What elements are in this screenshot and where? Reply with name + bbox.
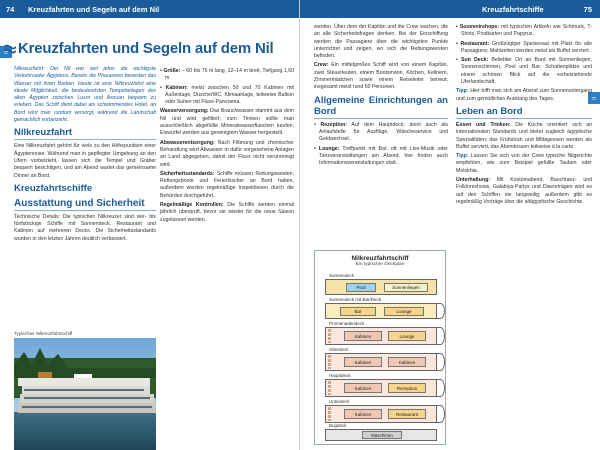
deck-bug: Bugdeck Maschinen <box>325 429 437 441</box>
deck-sonnendeck: Sonnendeck Pool Sonnenliegen <box>325 279 437 295</box>
running-header: Kreuzfahrten und Segeln auf dem Nil <box>28 4 160 14</box>
running-header: Kreuzfahrtschiffe <box>481 4 544 14</box>
deck-plan-subtitle: Ein typischer Deckplan <box>355 262 405 267</box>
facility-item: • Souvenirshops: mit typischen Artikeln wie Schmuck, T-Shirts, Postkarten und Papyrus. <box>456 24 592 39</box>
wave-icon: ≈ <box>588 92 600 104</box>
page-header-bar <box>300 0 600 18</box>
spec-item: Regelmäßige Kontrollen: Die Schiffe werden einmal jährlich überprüft, bevor sie wieder für die neue Saison zugelassen werden. <box>160 202 294 223</box>
page-header-bar <box>0 0 299 18</box>
tip-paragraph: Tipp: Hier trifft man sich am Abend zum Sonnenuntergang und zum gemütlichen Ausklang des Tages. <box>456 88 592 102</box>
deck-hauptdeck: Hauptdeck Kabinen Rezeption <box>325 379 437 397</box>
deck-plan-diagram <box>314 250 446 445</box>
section-heading: Kreuzfahrtschiffe <box>14 182 93 194</box>
wave-icon: ≈ <box>0 46 12 58</box>
facility-item: • Sun Deck: Beliebter Ort an Bord mit Sonnenliegen, Sonnenschirmen, Pool und Bar; Schattenplätze und einem schönen Blick auf die vorbeiziehende Uferlandschaft. <box>456 57 592 86</box>
intro-paragraph: Nilkreuzfahrt: Der Nil war seit jeher die wichtigste Verkehrsader Ägyptens. Bereits die Pharaonen bereisten das Wasser mit ihren Barken. Heute ist eine Nilkreuzfahrt eine ideale Möglichkeit, die bedeutendsten Tempelanlagen des alten Ägypten zwischen Luxor und Assuan bequem zu erleben. Das Schiff dient dabei als schwimmendes Hotel, an Bord wird man rundum versorgt, während die Landschaft gemächlich vorbeizieht. <box>14 66 156 124</box>
section-heading: Leben an Bord <box>456 106 592 119</box>
chapter-title: Kreuzfahrten und Segeln auf dem Nil <box>18 40 274 57</box>
body-paragraph: Eine Nilkreuzfahrt gehört für viele zu den Höhepunkten einer Ägyptenreise. Während man in gepflegter Umgebung an den Ufern vorbeizieht, lassen sich die Tempel und Gräber bequem besichtigen, und am Abend wartet das gemeinsame Dinner an Bord. <box>14 143 156 179</box>
photo-caption: Typisches Nilkreuzfahrtschiff <box>14 331 73 336</box>
section-heading: Nilkreuzfahrt <box>14 127 156 140</box>
body-paragraph: Unterhaltung: Mit Kostümabend, Bauchtanz- und Folkloreshows, Galabiya-Partys und Diavorträgen wird es auf den Schiffen nie langweilig; außerdem gibt es regelmäßig Vorträge über die altägyptische Geschichte. <box>456 177 592 205</box>
page-number: 74 <box>6 4 15 14</box>
body-paragraph: Technische Details: Die typischen Nilkreuzer sind vier- bis fünfstöckige Schiffe mit Sonnendeck, Restaurant und Kabinen auf mehreren Decks. Die Sicherheitsstandards wurden in den letzten Jahren deutlich verbessert. <box>14 213 156 242</box>
cruise-ship-photo <box>14 338 156 450</box>
spec-item: Wasserversorgung: Das Brauchwasser stammt aus dem Nil und wird gefiltert; zum Trinken sollte man ausschließlich abgefüllte Mineralwasserflaschen kaufen, Eiswürfel werden aus gereinigtem Wasser hergestellt. <box>160 108 294 137</box>
deck-bar: Sonnendeck mit Bar/Deck Bar Lounge <box>325 303 437 319</box>
spec-item: • Kabinen: meist zwischen 50 und 70 Kabinen mit Außenlage, Dusche/WC, Klimaanlage, teilweise Balkon oder Suiten mit Fluss-Panorama. <box>160 85 294 107</box>
spec-item: Sicherheitsstandards: Schiffe müssen Rettungswesten, Rettungsboote und Feuerlöscher an Bord haben, außerdem werden regelmäßige Inspektionen durch die Behörden durchgeführt. <box>160 170 294 199</box>
facility-item: • Restaurant: Großzügiger Speisesaal mit Platz für alle Passagiere; Mahlzeiten werden meist als Buffet serviert. <box>456 41 592 56</box>
body-paragraph: Essen und Trinken: Die Küche orientiert sich an internationalen Standards und bietet zugleich ägyptische Spezialitäten; das Frühstück und Mittagessen werden als Buffet serviert, das Abendessen teilweise à la carte. <box>456 121 592 150</box>
body-paragraph: werden. Über dem der Kapitän und die Crew wachen, die an alle Sicherheitsfragen denken. Bei der Einschiffung werden die Passagiere über die wichtigsten Punkte unterrichtet und zeigen, wo sich die Rettungswesten befinden. <box>314 24 448 60</box>
left-column-2 <box>160 68 294 226</box>
deck-oberdeck: Oberdeck Kabinen Kabinen <box>325 353 437 371</box>
deck-promenade: Promenadendeck Kabinen Lounge <box>325 327 437 345</box>
page-number: 75 <box>583 4 592 14</box>
deck-unterdeck: Unterdeck Kabinen Restaurant <box>325 405 437 423</box>
right-column-2 <box>456 24 592 208</box>
left-column-1 <box>14 66 156 245</box>
wave-icon <box>4 44 16 54</box>
spec-item: Abwasserentsorgung: Nach Filterung und chemischer Behandlung wird Abwasser in dafür vorgesehene Anlagen an Land abgegeben, damit der Fluss nicht verunreinigt wird. <box>160 139 294 168</box>
section-heading: Allgemeine Einrichtungen an Bord <box>314 94 448 117</box>
deck-plan-title: Nilkreuzfahrtschiff <box>351 255 409 262</box>
tip-paragraph: Tipp: Lassen Sie sich von der Crew typische Nilgerichte empfehlen, wie zum Beispiel gefüllte Tauben oder Molokhia. <box>456 153 592 174</box>
spec-item: • Größe: – 60 bis 75 m lang, 12–14 m breit, Tiefgang 1,60 m. <box>160 68 294 83</box>
section-subheading: Ausstattung und Sicherheit <box>14 198 156 211</box>
body-paragraph: Crew: Ein mittelgroßes Schiff wird von einem Kapitän, zwei Steuerleuten, einem Bootsmann, Köchen, Kellnern, Zimmermädchen sowie einem Reiseleiter betreut; insgesamt meist rund 60 Personen. <box>314 62 448 91</box>
right-column-1 <box>314 24 448 169</box>
facility-item: • Rezeption: Auf dem Hauptdeck; dient auch als Anlaufstelle für Ausflüge, Wäscheservice und Geldwechsel. <box>314 122 448 144</box>
facility-item: • Lounge: Treffpunkt mit Bar, oft mit Live-Musik oder Tanzveranstaltungen am Abend; hier finden auch Informationsveranstaltungen statt. <box>314 146 448 168</box>
right-page <box>300 0 600 450</box>
